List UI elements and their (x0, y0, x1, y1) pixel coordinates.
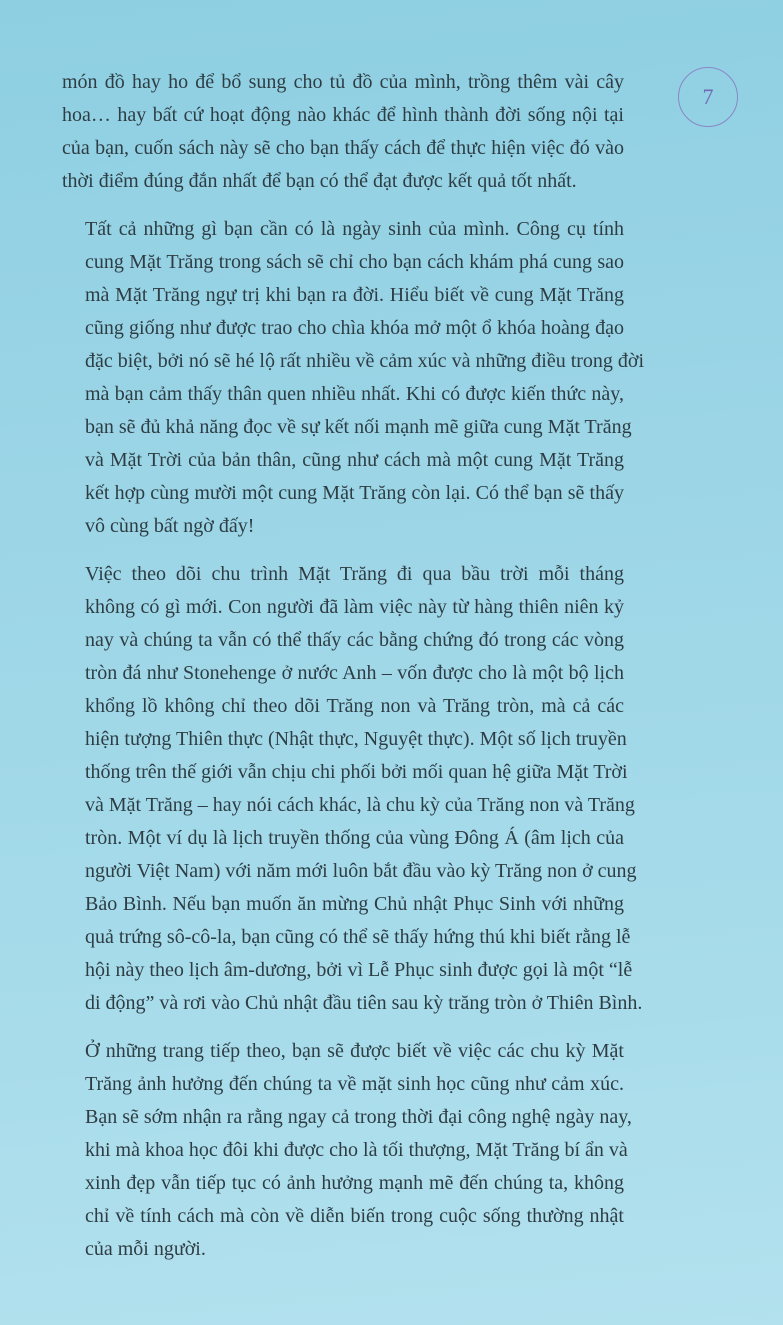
text-line: và Mặt Trời của bản thân, cũng như cách mà một cung Mặt Trăng (85, 449, 624, 471)
text-line: nay và chúng ta vẫn có thể thấy các bằng chứng đó trong các vòng (85, 629, 624, 651)
text-line: người Việt Nam) với năm mới luôn bắt đầu vào kỳ Trăng non ở cung (85, 860, 637, 882)
text-line: tròn. Một ví dụ là lịch truyền thống của vùng Đông Á (âm lịch của (85, 827, 624, 849)
text-line: hoa… hay bất cứ hoạt động nào khác để hình thành đời sống nội tại (62, 104, 624, 126)
text-line: thống trên thế giới vẫn chịu chi phối bởi mối quan hệ giữa Mặt Trời (85, 761, 628, 783)
text-line: đặc biệt, bởi nó sẽ hé lộ rất nhiều về cảm xúc và những điều trong đời (85, 350, 645, 372)
text-line: Ở những trang tiếp theo, bạn sẽ được biết về việc các chu kỳ Mặt (85, 1040, 624, 1062)
paragraph (62, 66, 624, 198)
text-line: cung Mặt Trăng trong sách sẽ chỉ cho bạn cách khám phá cung sao (85, 251, 624, 273)
text-line: không có gì mới. Con người đã làm việc này từ hàng thiên niên kỷ (85, 596, 624, 618)
text-line: Việc theo dõi chu trình Mặt Trăng đi qua bầu trời mỗi tháng (85, 563, 624, 585)
text-line: Trăng ảnh hưởng đến chúng ta về mặt sinh học cũng như cảm xúc. (85, 1073, 624, 1095)
paragraph (62, 213, 645, 543)
paragraph (62, 558, 643, 1020)
text-line: di động” và rơi vào Chủ nhật đầu tiên sau kỳ trăng tròn ở Thiên Bình. (85, 992, 643, 1014)
text-line: thời điểm đúng đắn nhất để bạn có thể đạt được kết quả tốt nhất. (62, 170, 577, 192)
text-line: hội này theo lịch âm-dương, bởi vì Lễ Phục sinh được gọi là một “lễ (85, 959, 633, 981)
text-line: Tất cả những gì bạn cần có là ngày sinh của mình. Công cụ tính (85, 218, 624, 240)
text-line: Bảo Bình. Nếu bạn muốn ăn mừng Chủ nhật Phục Sinh với những (85, 893, 624, 915)
text-line: món đồ hay ho để bổ sung cho tủ đồ của mình, trồng thêm vài cây (62, 71, 624, 93)
body-text (62, 66, 645, 1281)
text-line: xinh đẹp vẫn tiếp tục có ảnh hưởng mạnh mẽ đến chúng ta, không (85, 1172, 624, 1194)
text-line: Bạn sẽ sớm nhận ra rằng ngay cả trong thời đại công nghệ ngày nay, (85, 1106, 632, 1128)
text-line: quả trứng sô-cô-la, bạn cũng có thể sẽ thấy hứng thú khi biết rằng lễ (85, 926, 631, 948)
text-line: mà Mặt Trăng ngự trị khi bạn ra đời. Hiểu biết về cung Mặt Trăng (85, 284, 624, 306)
text-line: mà bạn cảm thấy thân quen nhiều nhất. Khi có được kiến thức này, (85, 383, 624, 405)
text-line: khổng lồ không chỉ theo dõi Trăng non và Trăng tròn, mà cả các (85, 695, 624, 717)
text-line: của bạn, cuốn sách này sẽ cho bạn thấy cách để thực hiện việc đó vào (62, 137, 624, 159)
text-line: vô cùng bất ngờ đấy! (85, 515, 255, 537)
text-line: tròn đá như Stonehenge ở nước Anh – vốn được cho là một bộ lịch (85, 662, 624, 684)
text-line: cũng giống như được trao cho chìa khóa mở một ổ khóa hoàng đạo (85, 317, 624, 339)
text-line: khi mà khoa học đôi khi được cho là tối thượng, Mặt Trăng bí ẩn và (85, 1139, 628, 1161)
text-line: và Mặt Trăng – hay nói cách khác, là chu kỳ của Trăng non và Trăng (85, 794, 635, 816)
page-number: 7 (678, 67, 738, 127)
paragraph (62, 1035, 632, 1266)
text-line: chỉ về tính cách mà còn về diễn biến trong cuộc sống thường nhật (85, 1205, 624, 1227)
text-line: kết hợp cùng mười một cung Mặt Trăng còn lại. Có thể bạn sẽ thấy (85, 482, 624, 504)
text-line: của mỗi người. (85, 1238, 206, 1260)
text-line: hiện tượng Thiên thực (Nhật thực, Nguyệt thực). Một số lịch truyền (85, 728, 627, 750)
text-line: bạn sẽ đủ khả năng đọc về sự kết nối mạnh mẽ giữa cung Mặt Trăng (85, 416, 632, 438)
